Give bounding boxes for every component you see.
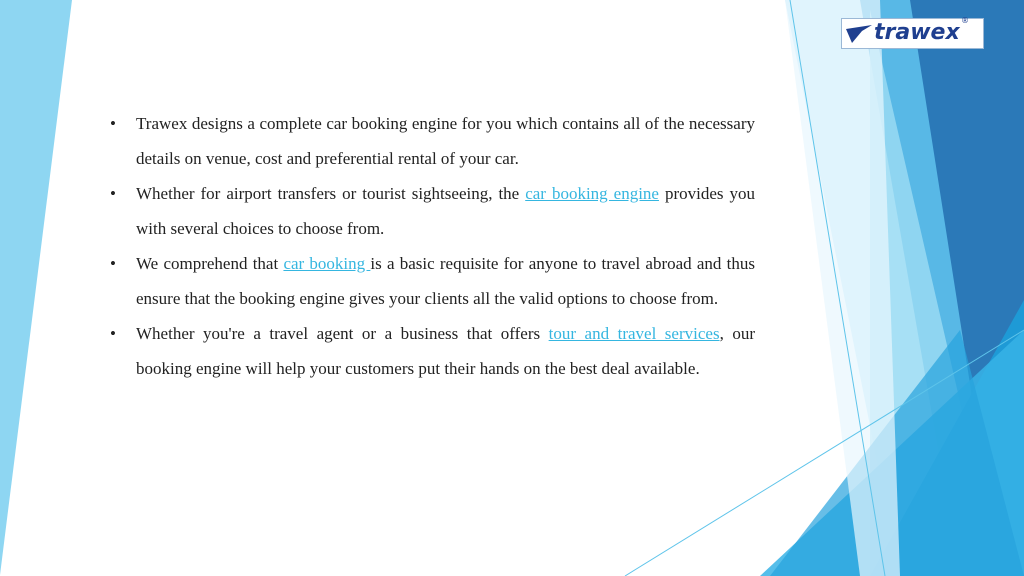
bullet-text: , our booking engine will help your customers put their hands on the best deal available. (136, 324, 755, 378)
bullet-dot: • (110, 254, 116, 273)
logo-registered-mark: ® (961, 16, 969, 25)
bullet-text: is a basic requisite for anyone to travel abroad and thus ensure that the booking engine gives your clients all the valid options to choose from. (136, 254, 755, 308)
bullet-item (110, 176, 755, 246)
tour-and-travel-services-link[interactable]: tour and travel services (548, 324, 720, 343)
bullet-list (110, 106, 755, 386)
bullet-text: We comprehend that (136, 254, 284, 273)
logo-text: trawex (874, 20, 960, 45)
bullet-item (110, 316, 755, 386)
trawex-logo[interactable] (841, 18, 984, 49)
bullet-item (110, 246, 755, 316)
bullet-dot: • (110, 114, 116, 133)
bullet-text: Whether you're a travel agent or a business that offers (136, 324, 549, 343)
bullet-dot: • (110, 324, 116, 343)
car-booking-link[interactable]: car booking (283, 254, 371, 273)
bullet-dot: • (110, 184, 116, 203)
bullet-item (110, 106, 755, 176)
bullet-text: provides you with several choices to choose from. (136, 184, 755, 238)
bullet-text: Trawex designs a complete car booking engine for you which contains all of the necessary details on venue, cost and preferential rental of your car. (136, 114, 755, 168)
bullet-text: Whether for airport transfers or tourist sightseeing, the (136, 184, 526, 203)
car-booking-engine-link[interactable]: car booking engine (525, 184, 659, 203)
logo-arrow-icon (846, 25, 872, 43)
